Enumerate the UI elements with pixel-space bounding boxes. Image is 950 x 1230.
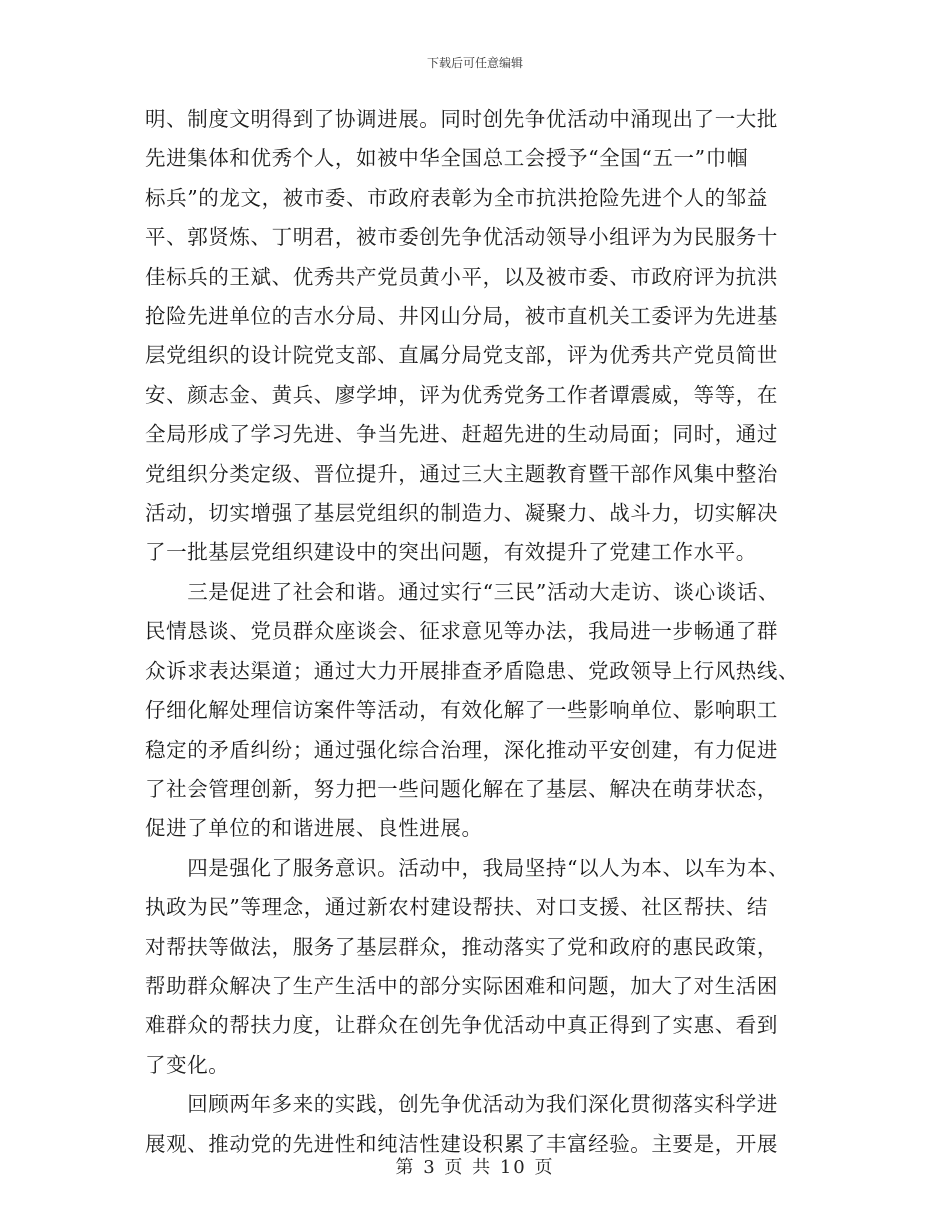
text-line: 稳定的矛盾纠纷；通过强化综合治理，深化推动平安创建，有力促进 [145, 737, 778, 762]
text-line: 众诉求表达渠道；通过大力开展排查矛盾隐患、党政领导上行风热线、 [145, 658, 800, 683]
page-header: 下载后可任意编辑 [426, 56, 523, 70]
text-line: 对帮扶等做法，服务了基层群众，推动落实了党和政府的惠民政策， [145, 934, 778, 959]
paragraph-start-line: 四是强化了服务意识。活动中，我局坚持“以人为本、以车为本、 [145, 855, 790, 880]
text-line: 促进了单位的和谐进展、良性进展。 [145, 816, 483, 841]
paragraph-start-line: 回顾两年多来的实践，创先争优活动为我们深化贯彻落实科学进 [145, 1092, 778, 1117]
text-line: 展观、推动党的先进性和纯洁性建设积累了丰富经验。主要是，开展 [145, 1131, 778, 1156]
text-line: 了一批基层党组织建设中的突出问题，有效提升了党建工作水平。 [145, 540, 757, 565]
text-line: 难群众的帮扶力度，让群众在创先争优活动中真正得到了实惠、看到 [145, 1013, 778, 1038]
text-line: 明、制度文明得到了协调进展。同时创先争优活动中涌现出了一大批 [145, 107, 778, 131]
text-line: 平、郭贤炼、丁明君，被市委创先争优活动领导小组评为为民服务十 [145, 225, 778, 250]
page-footer: 第 3 页 共 10 页 [395, 1157, 555, 1178]
text-line: 层党组织的设计院党支部、直属分局党支部，评为优秀共产党员简世 [145, 343, 778, 368]
text-line: 党组织分类定级、晋位提升，通过三大主题教育暨干部作风集中整治 [145, 461, 778, 486]
text-line: 仔细化解处理信访案件等活动，有效化解了一些影响单位、影响职工 [145, 698, 778, 723]
text-line: 执政为民”等理念，通过新农村建设帮扶、对口支援、社区帮扶、结 [145, 895, 768, 920]
text-line: 佳标兵的王斌、优秀共产党员黄小平，以及被市委、市政府评为抗洪 [145, 264, 778, 289]
paragraph-start-line: 三是促进了社会和谐。通过实行“三民”活动大走访、谈心谈话、 [145, 579, 780, 604]
text-line: 民情恳谈、党员群众座谈会、征求意见等办法，我局进一步畅通了群 [145, 619, 778, 644]
text-line: 先进集体和优秀个人，如被中华全国总工会授予“全国“五一”巾帼 [145, 146, 748, 171]
text-line: 安、颜志金、黄兵、廖学坤，评为优秀党务工作者谭震威，等等，在 [145, 382, 778, 407]
text-line: 全局形成了学习先进、争当先进、赶超先进的生动局面；同时，通过 [145, 422, 778, 447]
text-line: 活动，切实增强了基层党组织的制造力、凝聚力、战斗力，切实解决 [145, 501, 778, 526]
text-line: 帮助群众解决了生产生活中的部分实际困难和问题，加大了对生活困 [145, 973, 778, 998]
text-line: 了变化。 [145, 1052, 230, 1077]
text-line: 抢险先进单位的吉水分局、井冈山分局，被市直机关工委评为先进基 [145, 304, 778, 329]
text-line: 了社会管理创新，努力把一些问题化解在了基层、解决在萌芽状态， [145, 776, 778, 801]
body-text [145, 100, 805, 1164]
text-line: 标兵”的龙文，被市委、市政府表彰为全市抗洪抢险先进个人的邹益 [145, 185, 768, 210]
